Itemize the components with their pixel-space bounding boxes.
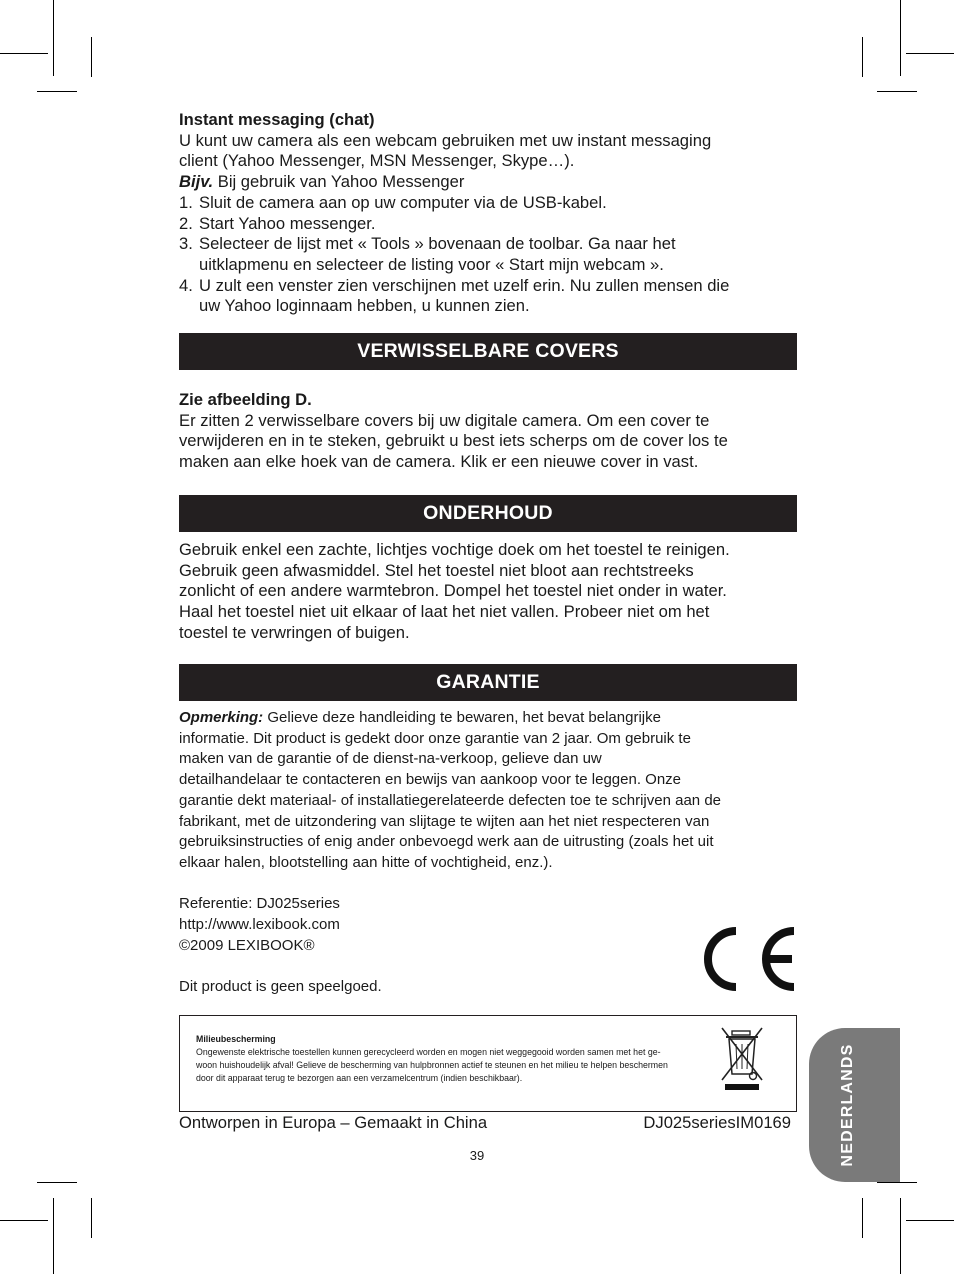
list-item	[179, 193, 797, 214]
step-text: Selecteer de lijst met « Tools » bovenaan de toolbar. Ga naar het	[199, 234, 676, 254]
page-number: 39	[469, 1148, 485, 1163]
environment-line: door dit apparaat terug te bezorgen aan een verzamelcentrum (indien beschikbaar).	[196, 1073, 523, 1083]
maintenance-line: Haal het toestel niet uit elkaar of laat het niet vallen. Probeer niet om het	[179, 602, 710, 622]
language-tab-label: NEDERLANDS	[839, 1043, 856, 1167]
toy-notice: Dit product is geen speelgoed.	[179, 978, 382, 996]
step-text-continued: uw Yahoo loginnaam hebben, u kunnen zien.	[199, 296, 530, 316]
step-number: 1.	[179, 192, 193, 212]
environment-line: Ongewenste elektrische toestellen kunnen gerecycleerd worden en mogen niet weggegooid worden samen met het ge-	[196, 1047, 661, 1057]
warranty-line: garantie dekt materiaal- of installatiegerelateerde defecten toe te schrijven aan de	[179, 791, 721, 809]
copyright-text: ©2009 LEXIBOOK®	[179, 936, 315, 954]
covers-line: Er zitten 2 verwisselbare covers bij uw digitale camera. Om een cover te	[179, 410, 710, 430]
chat-example	[179, 172, 797, 193]
covers-subheading: Zie afbeelding D.	[179, 390, 312, 409]
warranty-note	[179, 708, 797, 729]
environment-notice	[196, 1033, 706, 1085]
list-item	[179, 234, 797, 275]
covers-section-header: VERWISSELBARE COVERS	[179, 333, 797, 370]
maintenance-section-header: ONDERHOUD	[179, 495, 797, 532]
chat-steps	[179, 193, 797, 317]
warranty-section-header: GARANTIE	[179, 664, 797, 701]
chat-intro-line-1: U kunt uw camera als een webcam gebruiken met uw instant messaging	[179, 130, 712, 150]
chat-heading: Instant messaging (chat)	[179, 110, 375, 129]
step-number: 4.	[179, 275, 193, 295]
footer-model-code: DJ025seriesIM0169	[643, 1113, 791, 1132]
example-text: Bij gebruik van Yahoo Messenger	[213, 172, 465, 192]
step-number: 3.	[179, 234, 193, 254]
covers-line: verwijderen en in te steken, gebruikt u best iets scherps om de cover los te	[179, 431, 728, 451]
environment-title: Milieubescherming	[196, 1034, 276, 1044]
example-label: Bijv.	[179, 172, 214, 192]
step-text: U zult een venster zien verschijnen met uzelf erin. Nu zullen mensen die	[199, 275, 730, 295]
chat-section	[179, 110, 797, 317]
spacer	[179, 874, 797, 895]
maintenance-line: Gebruik geen afwasmiddel. Stel het toestel niet bloot aan rechtstreeks	[179, 560, 694, 580]
warranty-line: detailhandelaar te contacteren en bewijs van aankoop voor te leggen. Onze	[179, 771, 682, 789]
warranty-line: informatie. Dit product is gedekt door onze garantie van 2 jaar. Om gebruik te	[179, 729, 691, 747]
step-number: 2.	[179, 213, 193, 233]
covers-section	[179, 390, 797, 473]
chat-intro-line-2: client (Yahoo Messenger, MSN Messenger, Skype…).	[179, 151, 575, 171]
note-text: Gelieve deze handleiding te bewaren, het bevat belangrijke	[263, 709, 661, 726]
reference-text: Referentie: DJ025series	[179, 895, 340, 913]
warranty-line: elkaar halen, blootstelling aan hitte of vochtigheid, enz.).	[179, 853, 553, 871]
list-item	[179, 276, 797, 317]
warranty-line: gebruiksinstructies of enig ander onbevoegd werk aan de uitrusting (zoals het uit	[179, 833, 714, 851]
website-link[interactable]: http://www.lexibook.com	[179, 916, 340, 934]
step-text: Sluit de camera aan op uw computer via de USB-kabel.	[199, 192, 607, 212]
environment-notice-box	[179, 1015, 797, 1112]
crossed-out-wheelie-bin-icon	[718, 1024, 768, 1092]
maintenance-line: zonlicht of een andere warmtebron. Dompel het toestel niet onder in water.	[179, 581, 727, 601]
step-text-continued: uitklapmenu en selecteer de listing voor « Start mijn webcam ».	[199, 254, 664, 274]
step-text: Start Yahoo messenger.	[199, 213, 376, 233]
maintenance-section	[179, 540, 797, 644]
warranty-line: maken van de garantie of de dienst-na-verkoop, gelieve dan uw	[179, 750, 602, 768]
maintenance-line: toestel te verwringen of buigen.	[179, 622, 410, 642]
list-item	[179, 214, 797, 235]
footer-origin: Ontworpen in Europa – Gemaakt in China	[179, 1113, 488, 1132]
covers-line: maken aan elke hoek van de camera. Klik er een nieuwe cover in vast.	[179, 452, 699, 472]
maintenance-line: Gebruik enkel een zachte, lichtjes vochtige doek om het toestel te reinigen.	[179, 540, 730, 559]
ce-mark-icon	[698, 924, 796, 994]
environment-line: woon huishoudelijk afval! Gelieve de bescherming van hulpbronnen actief te steunen en het milieu te helpen beschermen	[196, 1060, 668, 1070]
warranty-line: fabrikant, met de uitzondering van slijtage te wijten aan het niet respecteren van	[179, 812, 710, 830]
note-label: Opmerking:	[179, 709, 264, 726]
